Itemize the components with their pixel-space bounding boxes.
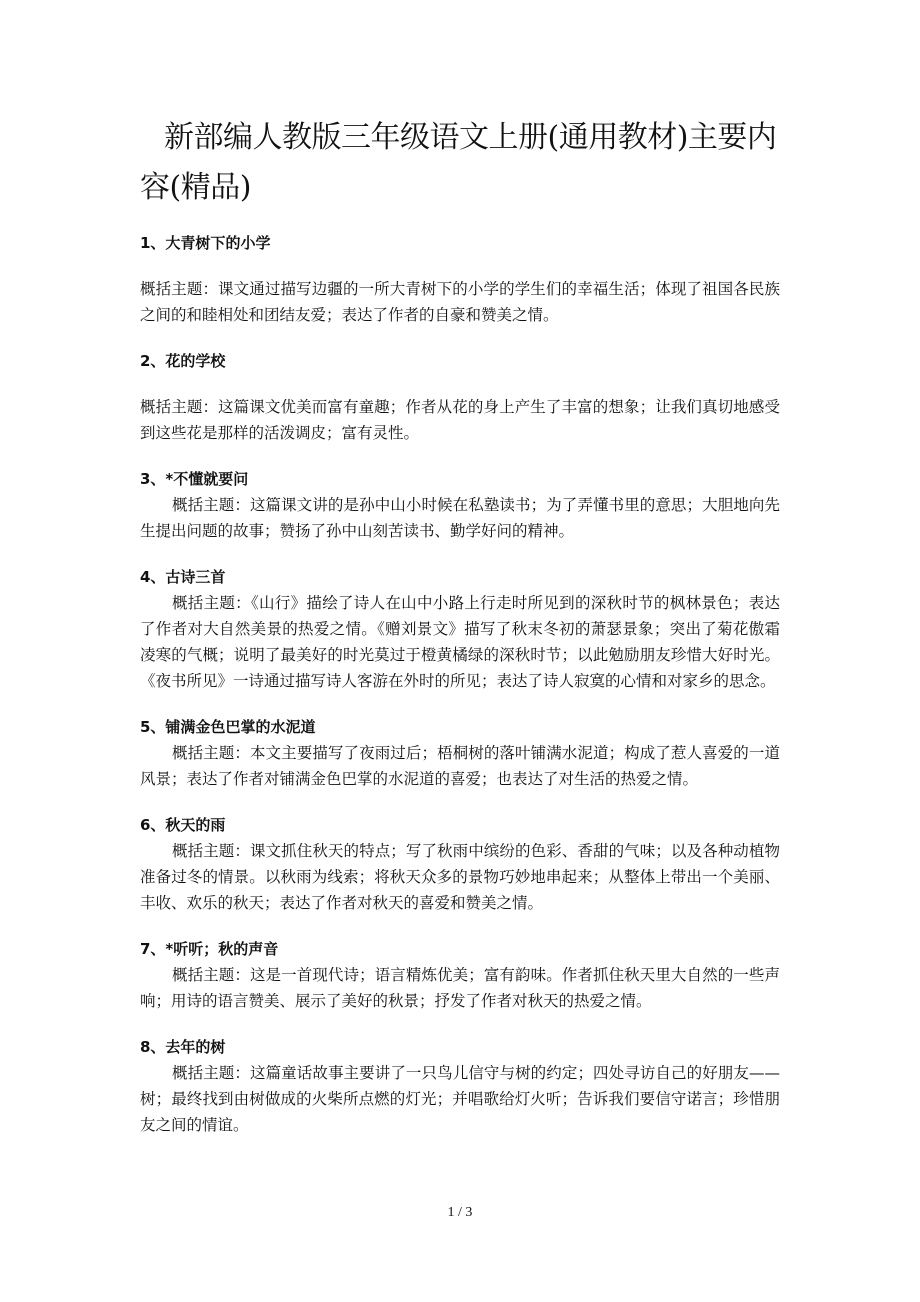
section-summary: 概括主题：这篇童话故事主要讲了一只鸟儿信守与树的约定；四处寻访自己的好朋友——树；最终找到由树做成的火柴所点燃的灯光；并唱歌给灯火听；告诉我们要信守诺言；珍惜朋友之间的情谊。 [140,1064,780,1134]
section-2 [140,348,780,446]
section-4 [140,564,780,694]
section-summary: 概括主题：《山行》描绘了诗人在山中小路上行走时所见到的深秋时节的枫林景色；表达了作者对大自然美景的热爱之情。《赠刘景文》描写了秋末冬初的萧瑟景象；突出了菊花傲霜凌寒的气概；说明了最美好的时光莫过于橙黄橘绿的深秋时节；以此勉励朋友珍惜大好时光。《夜书所见》一诗通过描写诗人客游在外时的所见；表达了诗人寂寞的心情和对家乡的思念。 [140,594,780,690]
page-number: 1 / 3 [447,1205,473,1220]
section-heading: 5、铺满金色巴掌的水泥道 [140,718,316,736]
section-heading: 2、花的学校 [140,352,226,370]
section-summary: 概括主题：课文通过描写边疆的一所大青树下的小学的学生们的幸福生活；体现了祖国各民族之间的和睦相处和团结友爱；表达了作者的自豪和赞美之情。 [140,280,780,324]
section-1 [140,230,780,328]
section-3 [140,466,780,544]
section-heading: 6、秋天的雨 [140,816,226,834]
section-6 [140,812,780,916]
document-body [140,230,780,1158]
document-title: 新部编人教版三年级语文上册(通用教材)主要内容(精品) [140,120,777,205]
section-heading: 8、去年的树 [140,1038,226,1056]
section-summary: 概括主题：课文抓住秋天的特点；写了秋雨中缤纷的色彩、香甜的气味；以及各种动植物准备过冬的情景。以秋雨为线索；将秋天众多的景物巧妙地串起来；从整体上带出一个美丽、丰收、欢乐的秋天；表达了作者对秋天的喜爱和赞美之情。 [140,842,780,912]
section-heading: 4、古诗三首 [140,568,226,586]
section-heading: 1、大青树下的小学 [140,234,271,252]
section-summary: 概括主题：这篇课文讲的是孙中山小时候在私塾读书；为了弄懂书里的意思；大胆地向先生提出问题的故事；赞扬了孙中山刻苦读书、勤学好问的精神。 [140,496,780,540]
section-summary: 概括主题：这篇课文优美而富有童趣；作者从花的身上产生了丰富的想象；让我们真切地感受到这些花是那样的活泼调皮；富有灵性。 [140,398,780,442]
section-summary: 概括主题：本文主要描写了夜雨过后；梧桐树的落叶铺满水泥道；构成了惹人喜爱的一道风景；表达了作者对铺满金色巴掌的水泥道的喜爱；也表达了对生活的热爱之情。 [140,744,780,788]
section-5 [140,714,780,792]
section-heading: 3、*不懂就要问 [140,470,249,488]
section-heading: 7、*听听；秋的声音 [140,940,279,958]
section-8 [140,1034,780,1138]
section-7 [140,936,780,1014]
section-summary: 概括主题：这是一首现代诗；语言精炼优美；富有韵味。作者抓住秋天里大自然的一些声响；用诗的语言赞美、展示了美好的秋景；抒发了作者对秋天的热爱之情。 [140,966,780,1010]
